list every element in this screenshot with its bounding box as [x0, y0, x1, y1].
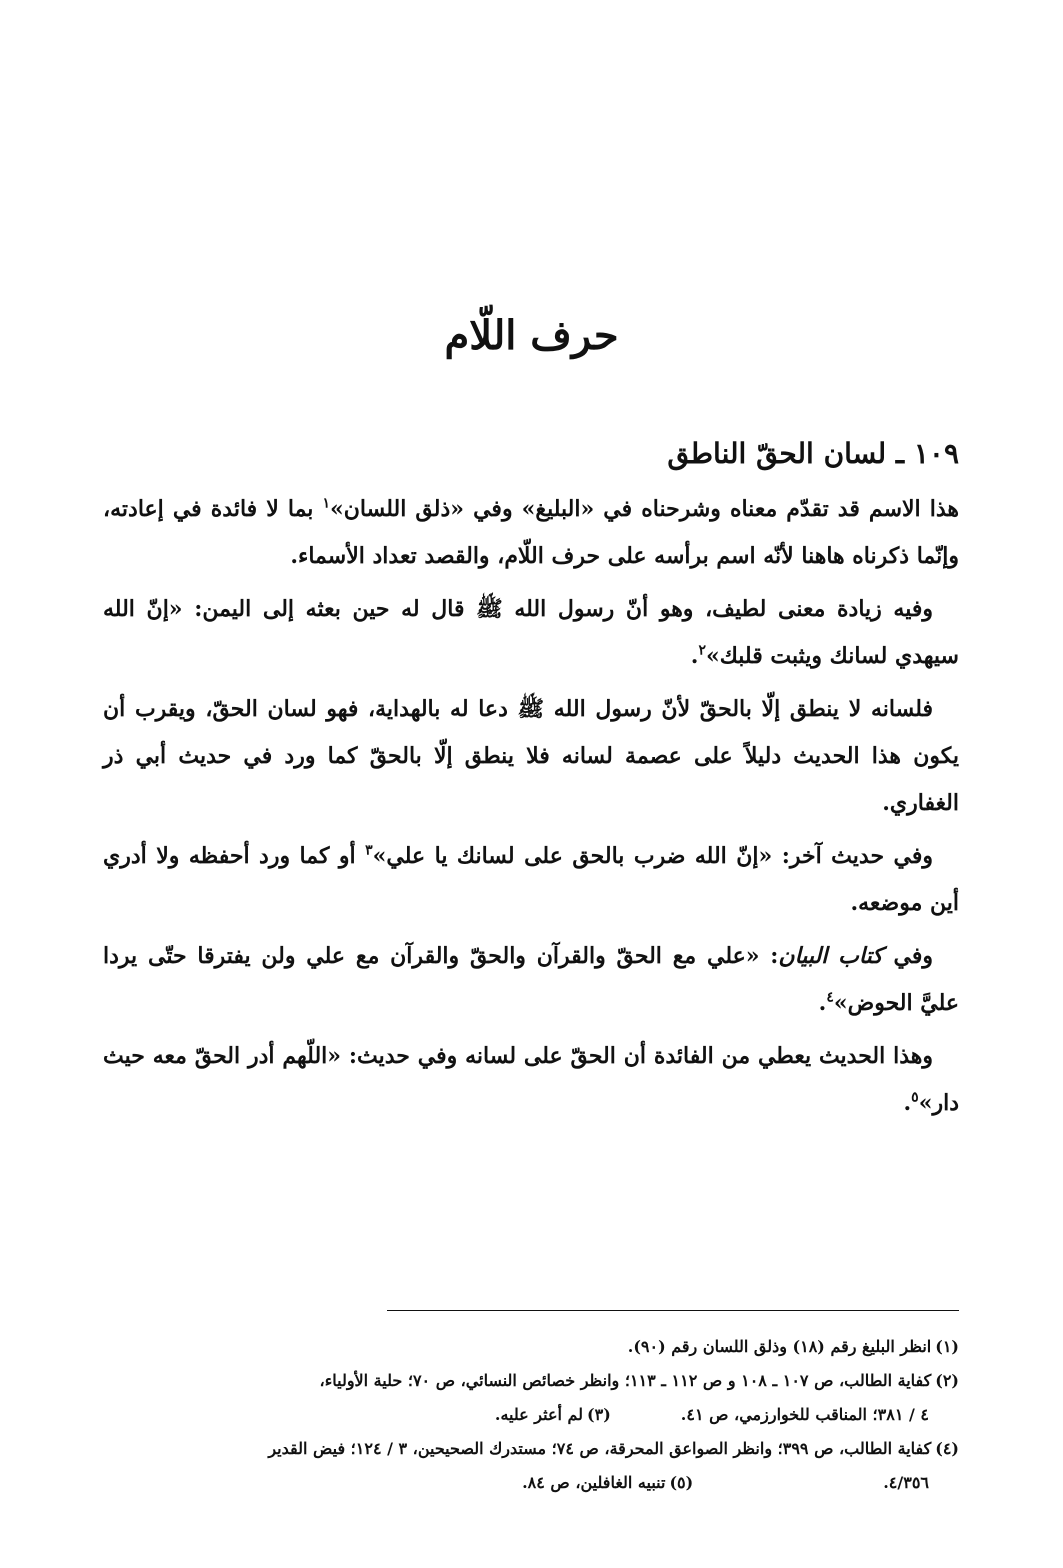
paragraph-6	[103, 1033, 959, 1127]
paragraph-3	[103, 686, 959, 827]
section-heading: ١٠٩ ـ لسان الحقّ الناطق	[667, 437, 959, 470]
paragraph-1-text-a: هذا الاسم قد تقدّم معناه وشرحناه في «البليغ» وفي «ذلق اللسان»	[330, 496, 959, 522]
footnote-divider	[387, 1310, 959, 1311]
paragraph-4-text-b: أو كما ورد أحفظه ولا أدري أين موضعه.	[103, 843, 959, 916]
paragraph-5-text-c: .	[818, 990, 827, 1016]
footnote-2-line-2: ٤ / ٣٨١؛ المناقب للخوارزمي، ص ٤١.	[680, 1405, 929, 1424]
footnote-4-continued	[103, 1466, 959, 1500]
footnote-2-number: (٢)	[935, 1371, 959, 1390]
paragraph-2	[103, 586, 959, 680]
footnotes	[103, 1330, 959, 1500]
footnote-5-number: (٥)	[669, 1473, 694, 1492]
footnote-4-line-1: كفاية الطالب، ص ٣٩٩؛ وانظر الصواعق المحرقة، ص ٧٤؛ مستدرك الصحيحين، ٣ / ١٢٤؛ فيض القدير	[268, 1439, 932, 1458]
footnote-2-line-1: كفاية الطالب، ص ١٠٧ ـ ١٠٨ و ص ١١٢ ـ ١١٣؛ وانظر خصائص النسائي، ص ٧٠؛ حلية الأولياء،	[319, 1371, 932, 1390]
footnote-4	[103, 1432, 959, 1466]
book-title-italic: كتاب البيان	[778, 943, 883, 969]
paragraph-6-text-b: .	[903, 1090, 912, 1116]
paragraph-4	[103, 833, 959, 927]
footnote-4-line-2: ٤/٣٥٦.	[883, 1473, 929, 1492]
footnote-5-text: تنبيه الغافلين، ص ٨٤.	[522, 1473, 666, 1492]
body-text	[103, 486, 959, 1133]
paragraph-2-text-a: وفيه زيادة معنى لطيف، وهو أنّ رسول الله ﷺ قال له حين بعثه إلى اليمن: «إنّ الله سيهدي لسانك ويثبت قلبك»	[103, 596, 959, 669]
footnote-2	[103, 1364, 959, 1398]
footnote-ref-1: ١	[322, 495, 331, 512]
paragraph-5	[103, 933, 959, 1027]
footnote-1-text: انظر البليغ رقم (١٨) وذلق اللسان رقم (٩٠).	[627, 1337, 932, 1356]
footnote-3-number: (٣)	[587, 1405, 611, 1424]
footnote-ref-3: ٣	[365, 842, 373, 859]
footnote-2-continued	[103, 1398, 959, 1432]
footnote-ref-4: ٤	[826, 989, 834, 1006]
paragraph-2-text-b: .	[690, 643, 699, 669]
paragraph-5-text-a: وفي	[882, 943, 934, 969]
paragraph-1-text-b: بما لا فائدة في إعادته، وإنّما ذكرناه هاهنا لأنّه اسم برأسه على حرف اللّام، والقصد تعداد الأسماء.	[103, 496, 959, 569]
footnote-ref-5: ٥	[911, 1089, 919, 1106]
footnote-1-number: (١)	[935, 1337, 959, 1356]
paragraph-1	[103, 486, 959, 580]
paragraph-3-text: فلسانه لا ينطق إلّا بالحقّ لأنّ رسول الله ﷺ دعا له بالهداية، فهو لسان الحقّ، ويقرب أن يكون هذا الحديث دليلاً على عصمة لسانه فلا ينطق إلّا بالحقّ كما ورد في حديث أبي ذر الغفاري.	[103, 696, 959, 816]
chapter-title: حرف اللّام	[444, 312, 619, 359]
paragraph-6-text-a: وهذا الحديث يعطي من الفائدة أن الحقّ على لسانه وفي حديث: «اللّهم أدر الحقّ معه حيث دار»	[103, 1043, 959, 1116]
footnote-3-text: لم أعثر عليه.	[494, 1405, 584, 1424]
paragraph-5-text-b: : «علي مع الحقّ والقرآن والحقّ والقرآن مع علي ولن يفترقا حتّى يردا عليَّ الحوض»	[103, 943, 959, 1016]
footnote-4-number: (٤)	[935, 1439, 959, 1458]
footnote-1	[103, 1330, 959, 1364]
paragraph-4-text-a: وفي حديث آخر: «إنّ الله ضرب بالحق على لسانك يا علي»	[372, 843, 933, 869]
footnote-ref-2: ٢	[698, 642, 706, 659]
